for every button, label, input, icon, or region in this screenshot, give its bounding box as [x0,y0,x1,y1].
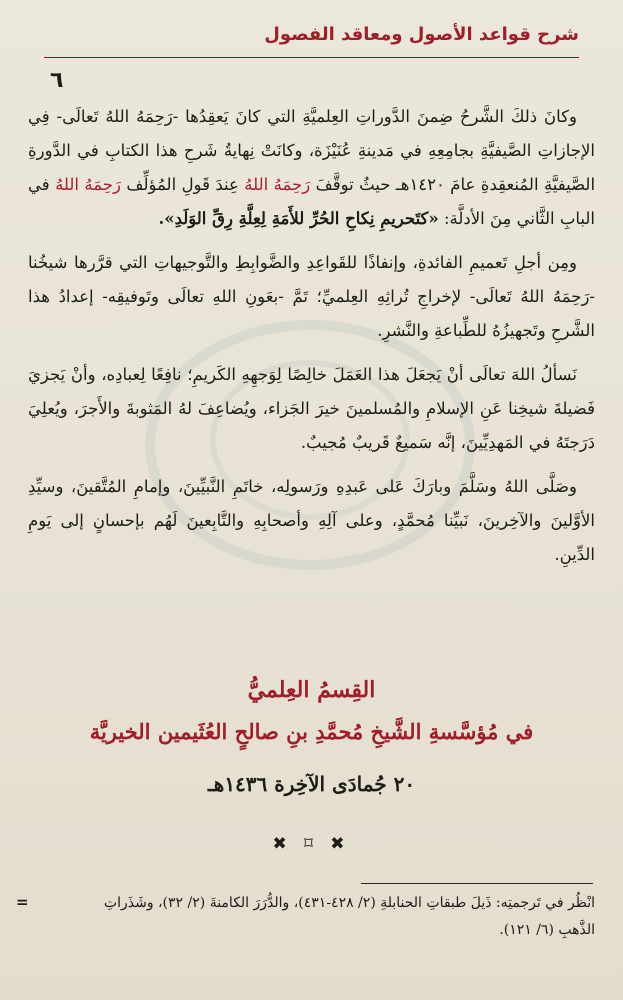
paragraph-2 [28,246,595,348]
footnote-line-2: الذَّهبِ (٦/ ١٢١). [499,922,595,938]
signature-block [20,670,603,806]
signature-date: ٢٠ جُمادَى الآخِرة ١٤٣٦هـ [207,772,416,796]
paragraph-3: نَسألُ اللهَ تعالَى أنْ يَجعَلَ هذا العَمَلَ خالِصًا لِوَجهِهِ الكَريمِ؛ نافِعًا لِعبادِه، وأنْ يَجزيَ فَضيلةَ شيخِنا عَنِ الإسلامِ والمُسلمينَ خيرَ الجَزاء، ويُضاعِفَ لهُ المَثوبةَ والأَجرَ، ويُعلِيَ دَرَجتَهُ في المَهدِيِّينَ، إنَّه سَميعٌ قَريبٌ مُجيبٌ. [28,365,595,452]
main-text [28,100,595,582]
paragraph-1-part-2: عِندَ قَولِ المُؤلِّف [126,175,239,194]
header-title: شرح قواعد الأصول ومعاقد الفصول [264,24,579,45]
signature-foundation: في مُؤسَّسةِ الشَّيخِ مُحمَّدِ بنِ صالحٍ العُثَيمين الخيريَّة [89,719,534,744]
footnote [16,890,595,944]
header-rule [44,57,579,58]
honorific-2: رَحِمَهُ اللهُ [55,175,121,194]
paragraph-2-part-2: لإخراجِ تُراثِهِ العِلميِّ؛ تَمَّ -بعَونِ اللهِ تعالَى وتَوفيقِه- إعدادُ هذا الشَّرحِ وتَجهيزُهُ للطِّباعةِ والنَّشرِ. [28,287,595,340]
page-number: ٦ [50,68,64,93]
paragraph-1-part-1: وكانَ ذلكَ الشَّرحُ ضِمنَ الدَّوراتِ العِلميَّةِ التي كانَ يَعقِدُها -رَحِمَهُ اللهُ تَعالَى- فِي الإجازاتِ الصَّيفيَّةِ بجامِعِهِ في مَدينةِ عُنَيْزَة، وكانَتْ نِهايةُ شَرحِ هذا الكتابِ في الدَّورةِ الصَّيفيَّةِ المُنعقِدةِ عامَ ١٤٢٠هـ حيثُ توقَّفَ [28,107,596,194]
paragraph-1 [28,100,595,236]
paragraph-1-part-3: في البابِ الثَّاني مِنَ الأدلَّة: [28,175,595,228]
ornament-divider: ✖ ⌑ ✖ [272,834,351,854]
paragraph-4: وصَلَّى اللهُ وسَلَّمَ وبارَكَ عَلى عَبدِهِ ورَسولِه، خاتَمِ النَّبيِّينَ، وإمامِ المُتَّقينَ، وسيِّدِ الأوَّلينَ والآخِرينَ، نَبيِّنا مُحمَّدٍ، وعلى آلِهِ وأصحابِهِ والتَّابِعينَ لَهُم بإحسانٍ إلى يَومِ الدِّينِ. [28,477,595,564]
footnote-marker: = [16,893,29,911]
paragraph-2-part-1: ومِن أجلِ تَعميمِ الفائدةِ، وإنفاذًا للقَواعِدِ والضَّوابِطِ والتَّوجيهاتِ التي قرَّرها شيخُنا [28,253,577,272]
running-header [44,24,579,58]
quoted-rule: «كتَحريمِ نِكاحِ الحُرِّ للأَمَةِ لِعِلَّةِ رِقِّ الوَلَدِ». [158,209,439,228]
footnote-rule [361,883,593,884]
honorific-3: -رَحِمَهُ اللهُ تَعالَى- [469,287,595,306]
honorific-1: رَحِمَهُ اللهُ [244,175,311,194]
footnote-line-1: انْظُر في تَرجمتِه: ذَيلَ طبقاتِ الحنابلةِ (٢/ ٤٢٨-٤٣١)، والدُّرَرَ الكامنةَ (٢/ ٣٢)، وشَذَراتِ [103,895,595,911]
signature-department: القِسمُ العِلميُّ [247,677,376,703]
